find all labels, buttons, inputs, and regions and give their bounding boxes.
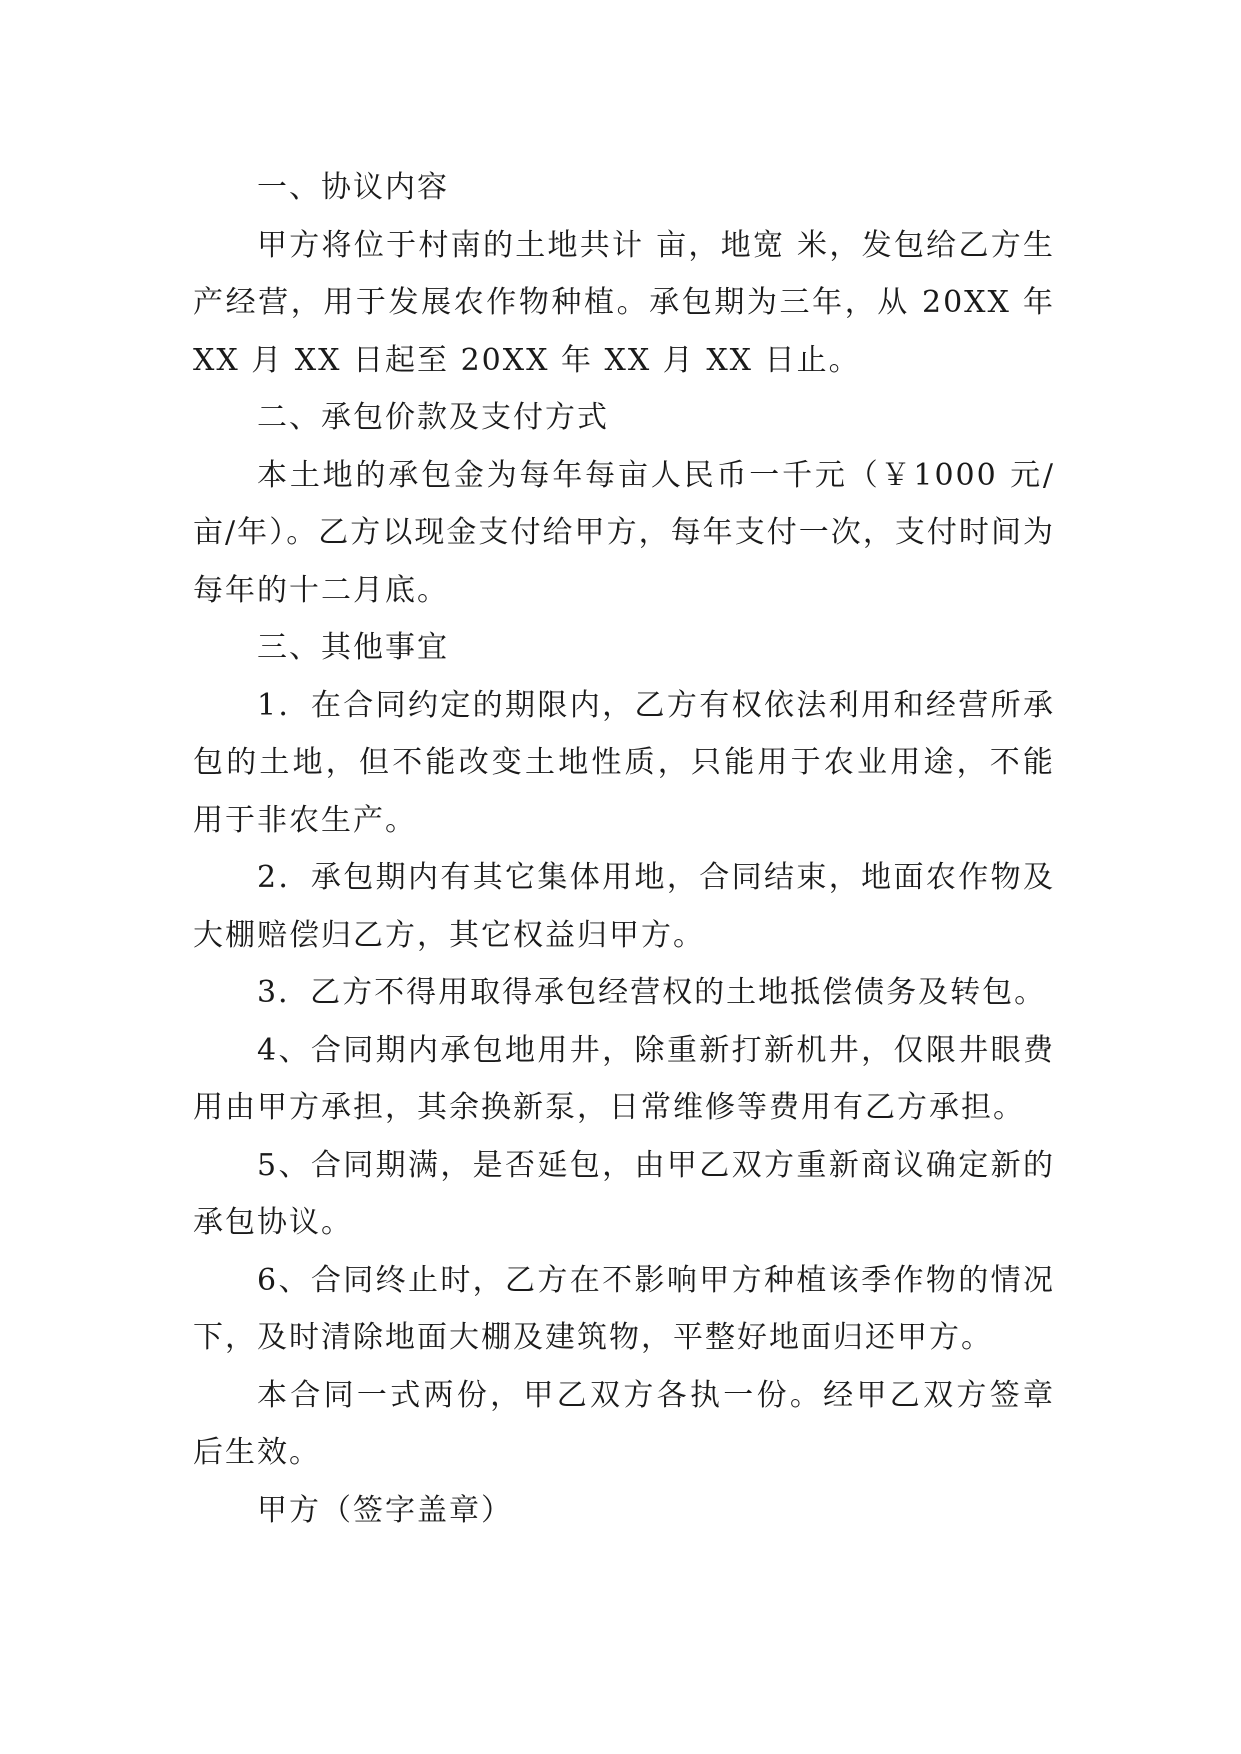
paragraph-land-lease: 甲方将位于村南的土地共计 亩，地宽 米，发包给乙方生产经营，用于发展农作物种植。承包期为三年，从 20XX 年 XX 月 XX 日起至 20XX 年 XX 月 XX 日止。 [193, 227, 1055, 378]
clause-4: 4、合同期内承包地用井，除重新打新机井，仅限井眼费用由甲方承担，其余换新泵，日常维修等费用有乙方承担。 [193, 1032, 1055, 1125]
section-heading-payment: 二、承包价款及支付方式 [257, 400, 609, 435]
party-a-signature-label: 甲方（签字盖章） [257, 1492, 513, 1528]
paragraph-payment: 本土地的承包金为每年每亩人民币一千元（￥1000 元/亩/年）。乙方以现金支付给甲方，每年支付一次，支付时间为每年的十二月底。 [193, 457, 1055, 608]
section-heading-agreement: 一、协议内容 [257, 170, 449, 205]
clause-3: 3．乙方不得用取得承包经营权的土地抵偿债务及转包。 [257, 975, 1047, 1010]
document-page [193, 159, 1055, 1539]
closing-statement: 本合同一式两份，甲乙双方各执一份。经甲乙双方签章后生效。 [193, 1377, 1055, 1470]
clause-5: 5、合同期满，是否延包，由甲乙双方重新商议确定新的承包协议。 [193, 1147, 1055, 1240]
clause-6: 6、合同终止时，乙方在不影响甲方种植该季作物的情况下，及时清除地面大棚及建筑物，平整好地面归还甲方。 [193, 1262, 1055, 1355]
section-heading-other: 三、其他事宜 [257, 630, 449, 665]
clause-2: 2．承包期内有其它集体用地，合同结束，地面农作物及大棚赔偿归乙方，其它权益归甲方。 [193, 860, 1055, 953]
clause-1: 1．在合同约定的期限内，乙方有权依法利用和经营所承包的土地，但不能改变土地性质，只能用于农业用途，不能用于非农生产。 [193, 687, 1055, 838]
